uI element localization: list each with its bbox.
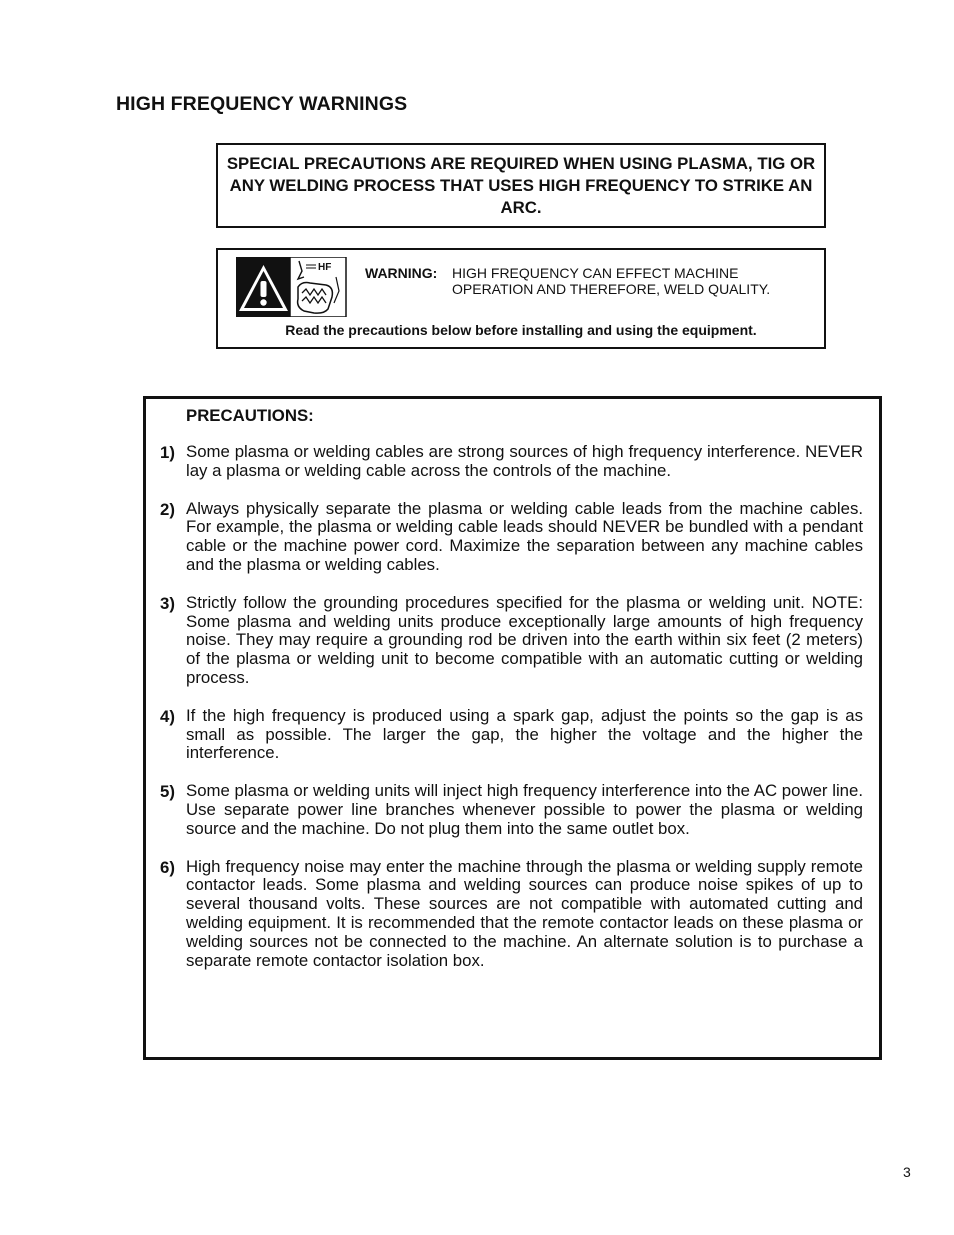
precautions-list: [146, 443, 879, 989]
precaution-text: Always physically separate the plasma or welding cable leads from the machine cables. For example, the plasma or welding cable leads should NEVER be bundled with a pendant cable or the machine power cord. Maximize the separation between any machine cables and the plasma or welding cables.: [186, 498, 863, 574]
hf-hand-shock-icon: [290, 257, 346, 317]
warning-icons: [236, 257, 348, 322]
hf-icon-text: HF: [318, 262, 332, 273]
precaution-item: [146, 500, 879, 575]
warning-footer: Read the precautions below before installing and using the equipment.: [285, 322, 757, 338]
precaution-number: 3): [160, 593, 175, 613]
precaution-item: [146, 858, 879, 971]
precautions-title: PRECAUTIONS:: [186, 406, 314, 425]
precaution-number: 1): [160, 443, 175, 462]
warning-text: [452, 265, 822, 297]
hf-warning-box: [216, 248, 826, 349]
precaution-number: 2): [160, 499, 175, 519]
precaution-text: High frequency noise may enter the machine through the plasma or welding supply remote contactor leads. Some plasma and welding sources can produce noise spikes of up to several thousand volts. These sources are not compatible with automated cutting and welding equipment. It is recommended that the remote contactor leads on these plasma or welding sources not be connected to the machine. An alternate solution is to purchase a separate remote contactor isolation box.: [186, 856, 863, 970]
page-number: 3: [903, 1164, 911, 1180]
precaution-item: [146, 443, 879, 481]
warning-text-line-1: HIGH FREQUENCY CAN EFFECT MACHINE: [452, 265, 739, 281]
special-precautions-text: SPECIAL PRECAUTIONS ARE REQUIRED WHEN USING PLASMA, TIG OR ANY WELDING PROCESS THAT USES HIGH FREQUENCY TO STRIKE AN ARC.: [226, 153, 816, 217]
exclamation-triangle-icon: [236, 257, 291, 317]
precaution-item: [146, 707, 879, 763]
section-title: HIGH FREQUENCY WARNINGS: [116, 93, 408, 115]
precaution-number: 5): [160, 782, 175, 802]
precaution-item: [146, 782, 879, 838]
precaution-number: 6): [160, 857, 175, 877]
warning-label: WARNING:: [365, 265, 438, 281]
precautions-box: [143, 396, 882, 1060]
precaution-text: If the high frequency is produced using a spark gap, adjust the points so the gap is as small as possible. The larger the gap, the higher the voltage and the higher the interference.: [186, 705, 863, 763]
precaution-item: [146, 594, 879, 688]
warning-text-line-2: OPERATION AND THEREFORE, WELD QUALITY.: [452, 281, 771, 297]
precaution-text: Some plasma or welding units will inject high frequency interference into the AC power line. Use separate power line branches whenever possible to power the plasma or welding source and the machine. Do not plug them into the same outlet box.: [186, 781, 863, 838]
precaution-text: Strictly follow the grounding procedures specified for the plasma or welding unit. NOTE: Some plasma and welding units produce exceptionally large amounts of high frequency noise. They may require a grounding rod be driven into the earth within six feet (2 meters) of the plasma or welding unit to become compatible with an automatic cutting or welding process.: [186, 592, 863, 687]
precaution-text: Some plasma or welding cables are strong sources of high frequency interference. NEVER lay a plasma or welding cable across the controls of the machine.: [186, 442, 863, 480]
special-precautions-box: [216, 143, 826, 228]
precaution-number: 4): [160, 706, 175, 726]
